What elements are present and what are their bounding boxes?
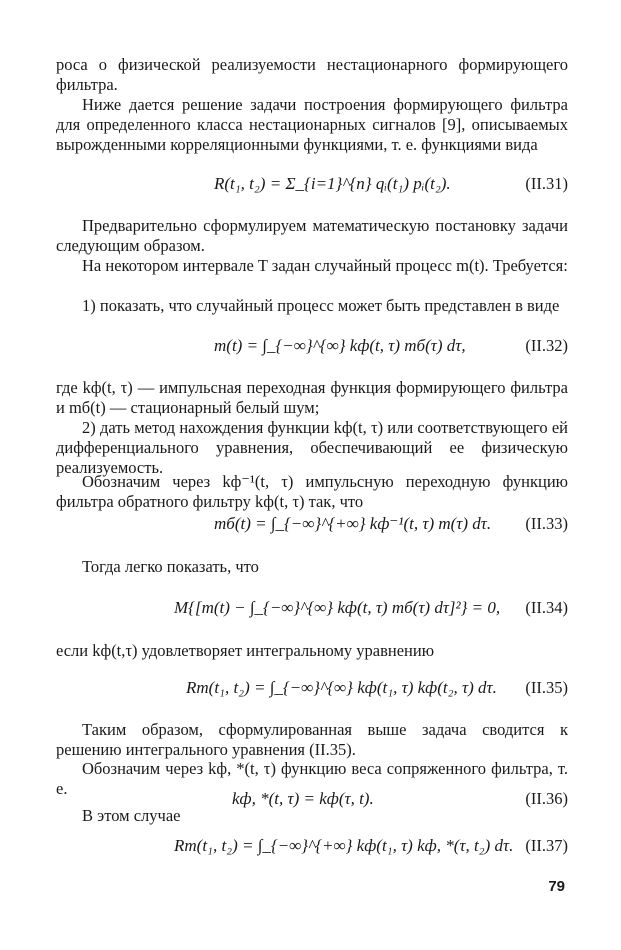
paragraph-11: Таким образом, сформулированная выше задача сводится к решению интегрального уравнения (II.35).	[56, 720, 568, 759]
paragraph-7: 2) дать метод нахождения функции kф(t, τ) или соответствующего ей дифференциального уравнения, обеспечивающий ее физическую реализуемость.	[56, 418, 568, 477]
equation-number: (II.36)	[525, 789, 568, 808]
equation-II-33	[56, 508, 568, 544]
paragraph-2: Ниже дается решение задачи построения формирующего фильтра для определенного класса нестационарных сигналов [9], описываемых вырожденными корреляционными функциями, т. е. функциями вида	[56, 95, 568, 154]
equation-formula: kф, *(t, τ) = kф(τ, t).	[232, 789, 374, 808]
equation-II-32	[56, 330, 568, 366]
equation-II-34	[56, 590, 568, 626]
page-number: 79	[548, 878, 565, 895]
equation-II-35	[56, 670, 568, 706]
paragraph-6: где kф(t, τ) — импульсная переходная функция формирующего фильтра и mб(t) — стационарный белый шум;	[56, 378, 568, 417]
paragraph-3: Предварительно сформулируем математическую постановку задачи следующим образом.	[56, 216, 568, 255]
equation-number: (II.35)	[525, 678, 568, 697]
paragraph-5: 1) показать, что случайный процесс может быть представлен в виде	[82, 296, 560, 315]
equation-number: (II.34)	[525, 598, 568, 617]
equation-number: (II.32)	[525, 336, 568, 355]
equation-number: (II.37)	[525, 836, 568, 855]
paragraph-1: роса о физической реализуемости нестационарного формирующего фильтра.	[56, 55, 568, 94]
equation-formula: Rm(t₁, t₂) = ∫_{−∞}^{+∞} kф(t₁, τ) kф, *(τ, t₂) dτ.	[174, 836, 514, 855]
paragraph-12: Обозначим через kф, *(t, τ) функцию веса сопряженного фильтра, т. е.	[56, 759, 568, 798]
equation-formula: R(t₁, t₂) = Σ_{i=1}^{n} qᵢ(t₁) pᵢ(t₂).	[214, 174, 451, 193]
paragraph-8: Обозначим через kф⁻¹(t, τ) импульсную переходную функцию фильтра обратного фильтру kф(t, τ) так, что	[56, 472, 568, 511]
paragraph-9: Тогда легко показать, что	[82, 557, 259, 576]
equation-II-37	[56, 830, 568, 866]
paragraph-13: В этом случае	[82, 806, 181, 825]
equation-formula: Rm(t₁, t₂) = ∫_{−∞}^{∞} kф(t₁, τ) kф(t₂, τ) dτ.	[186, 678, 497, 697]
paragraph-4: На некотором интервале T задан случайный процесс m(t). Требуется:	[82, 256, 568, 275]
equation-formula: M{[m(t) − ∫_{−∞}^{∞} kф(t, τ) mб(τ) dτ]²} = 0,	[174, 598, 501, 617]
equation-formula: m(t) = ∫_{−∞}^{∞} kф(t, τ) mб(τ) dτ,	[214, 336, 466, 355]
equation-number: (II.31)	[525, 174, 568, 193]
equation-number: (II.33)	[525, 514, 568, 533]
paragraph-10: если kф(t,τ) удовлетворяет интегральному уравнению	[56, 641, 435, 660]
equation-II-31	[56, 168, 568, 204]
equation-formula: mб(t) = ∫_{−∞}^{+∞} kф⁻¹(t, τ) m(τ) dτ.	[214, 514, 492, 533]
